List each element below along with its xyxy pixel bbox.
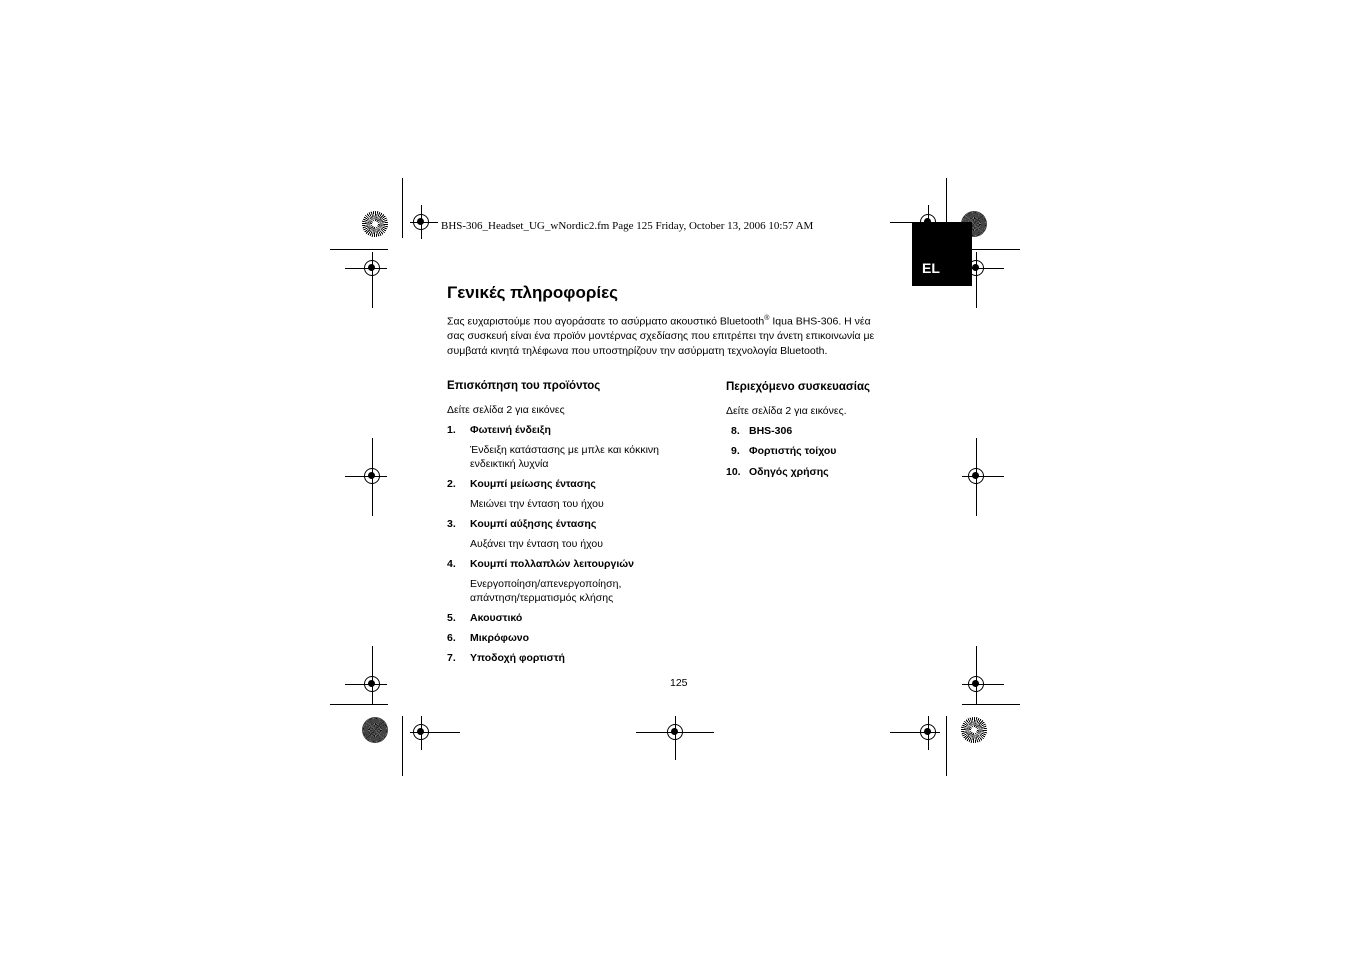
list-item-description: Μειώνει την ένταση του ήχου	[470, 498, 604, 510]
starburst-mark-icon	[362, 717, 388, 743]
language-tab-label: EL	[922, 260, 940, 276]
list-item-description	[470, 577, 621, 605]
registration-mark-icon	[968, 676, 984, 692]
list-item-title: Κουμπί πολλαπλών λειτουργιών	[470, 558, 634, 570]
intro-line-1: Σας ευχαριστούμε που αγοράσατε το ασύρματο ακουστικό Bluetooth	[447, 315, 765, 328]
list-item-number: 5.	[447, 612, 456, 624]
registered-mark: ®	[764, 315, 770, 322]
description-line: απάντηση/τερματισμός κλήσης	[470, 592, 614, 604]
list-item-number: 8.	[731, 425, 740, 437]
list-item-title: Υποδοχή φορτιστή	[470, 652, 565, 664]
list-item-number: 2.	[447, 478, 456, 490]
intro-line-2: σας συσκευή είναι ένα προϊόν μοντέρνας σχεδίασης που επιτρέπει την άνετη επικοινωνία με	[447, 330, 875, 342]
description-line: Ένδειξη κατάστασης με μπλε και κόκκινη	[470, 444, 660, 456]
intro-line-3: συμβατά κινητά τηλέφωνα που υποστηρίζουν την ασύρματη τεχνολογία Bluetooth.	[447, 344, 828, 357]
registration-mark-icon	[364, 468, 380, 484]
registration-mark-icon	[968, 468, 984, 484]
list-item-title: Φωτεινή ένδειξη	[470, 424, 551, 436]
list-item-title: Κουμπί μείωσης έντασης	[470, 478, 596, 490]
overview-heading: Επισκόπηση του προϊόντος	[447, 380, 601, 392]
list-item-number: 3.	[447, 518, 456, 530]
list-item-number: 6.	[447, 632, 456, 644]
overview-note: Δείτε σελίδα 2 για εικόνες	[447, 404, 565, 416]
list-item-title: Κουμπί αύξησης έντασης	[470, 518, 597, 530]
starburst-mark-icon	[961, 717, 987, 743]
registration-mark-icon	[364, 260, 380, 276]
list-item-number: 4.	[447, 558, 456, 570]
description-line: Ενεργοποίηση/απενεργοποίηση,	[470, 578, 622, 590]
list-item-title: Μικρόφωνο	[470, 632, 530, 644]
list-item-title: BHS-306	[749, 425, 793, 437]
list-item-title: Φορτιστής τοίχου	[749, 445, 837, 457]
list-item-number: 1.	[447, 424, 456, 436]
file-header: BHS-306_Headset_UG_wNordic2.fm Page 125 Friday, October 13, 2006 10:57 AM	[441, 220, 814, 232]
page-title: Γενικές πληροφορίες	[447, 283, 618, 302]
package-note: Δείτε σελίδα 2 για εικόνες.	[726, 405, 847, 417]
registration-mark-icon	[364, 676, 380, 692]
language-tab	[912, 222, 972, 286]
list-item-title: Ακουστικό	[470, 612, 523, 624]
registration-mark-icon	[413, 214, 429, 230]
list-item-title: Οδηγός χρήσης	[749, 466, 829, 478]
list-item-number: 10.	[726, 466, 741, 478]
description-line: ενδεικτική λυχνία	[470, 458, 549, 470]
page-number: 125	[670, 677, 688, 689]
list-item-number: 9.	[731, 445, 740, 457]
registration-mark-icon	[413, 724, 429, 740]
list-item-description	[470, 443, 659, 471]
starburst-mark-icon	[362, 211, 388, 237]
package-heading: Περιεχόμενο συσκευασίας	[726, 381, 871, 393]
list-item-description: Αυξάνει την ένταση του ήχου	[470, 538, 603, 550]
registration-mark-icon	[920, 724, 936, 740]
intro-paragraph	[447, 312, 917, 358]
registration-mark-icon	[667, 724, 683, 740]
intro-line-1-end: Iqua BHS-306. Η νέα	[769, 315, 871, 328]
list-item-number: 7.	[447, 652, 456, 664]
